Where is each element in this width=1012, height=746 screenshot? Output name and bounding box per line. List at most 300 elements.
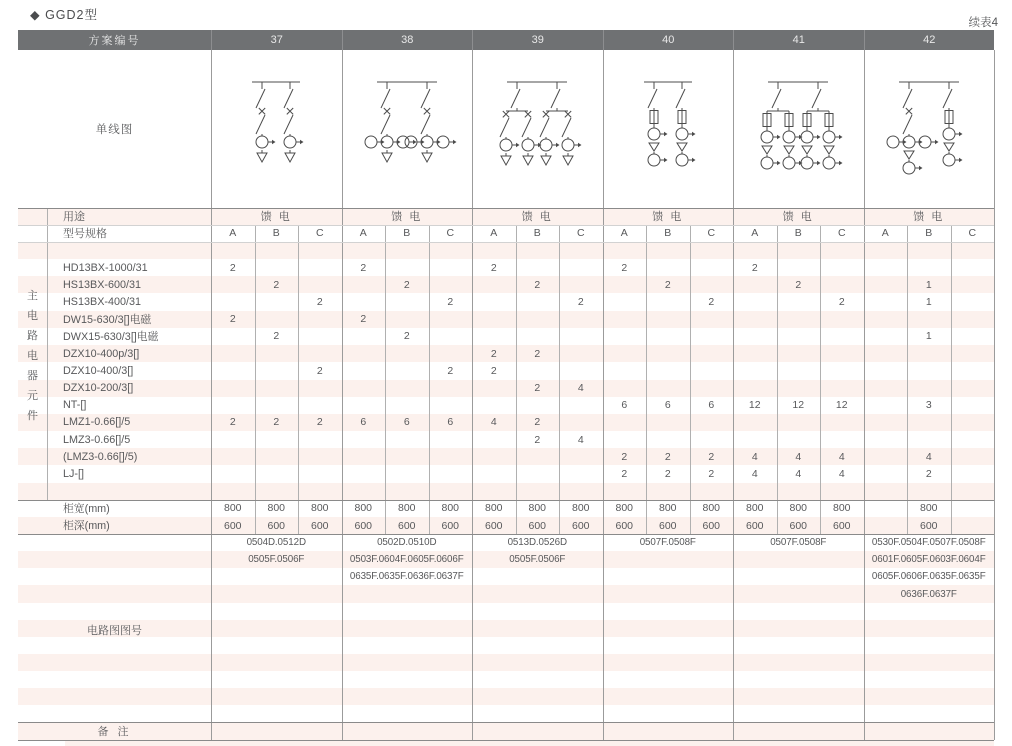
component-row <box>18 294 994 311</box>
value-cell: 2 <box>664 468 671 481</box>
value-cell <box>385 380 429 397</box>
value-cell <box>864 431 908 448</box>
value-cell <box>255 362 299 379</box>
value-cell: 6 <box>708 399 715 412</box>
value-cell <box>429 328 473 345</box>
circuit-code-cell <box>733 585 864 602</box>
value-cell <box>472 276 516 293</box>
circuit-code-cell <box>472 620 603 637</box>
circuit-label-spacer <box>18 585 211 602</box>
dimension-value-cell <box>951 517 995 534</box>
value-cell <box>777 294 821 311</box>
value-cell <box>211 380 255 397</box>
circuit-code-cell: 0502D.0510D <box>377 537 437 549</box>
component-row <box>18 259 994 276</box>
circuit-code-cell <box>211 568 342 585</box>
circuit-code-cell <box>733 671 864 688</box>
value-cell <box>907 431 951 448</box>
dimension-value-cell <box>951 500 995 517</box>
dimension-value-cell: 800 <box>441 502 460 515</box>
scheme-number-cell: 38 <box>342 30 473 50</box>
value-cell <box>342 397 386 414</box>
value-cell <box>907 259 951 276</box>
circuit-code-cell <box>603 551 734 568</box>
remarks-value-cell <box>864 722 995 740</box>
phase-header-cell: B <box>664 227 672 240</box>
circuit-code-cell <box>733 551 864 568</box>
value-cell <box>733 362 777 379</box>
circuit-code-cell <box>603 671 734 688</box>
circuit-code-row <box>18 603 994 620</box>
value-cell <box>516 362 560 379</box>
value-cell <box>907 311 951 328</box>
value-cell <box>907 345 951 362</box>
scheme-table <box>18 30 994 746</box>
value-cell <box>951 328 995 345</box>
value-cell <box>429 259 473 276</box>
circuit-code-cell <box>342 637 473 654</box>
value-cell: 2 <box>229 261 236 274</box>
dimension-row <box>18 517 994 534</box>
value-cell <box>255 431 299 448</box>
phase-header-cell: A <box>751 227 759 240</box>
value-cell <box>255 397 299 414</box>
value-cell <box>472 380 516 397</box>
phase-header-cell: A <box>359 227 367 240</box>
dimension-value-cell: 800 <box>615 502 634 515</box>
value-cell <box>342 345 386 362</box>
value-cell <box>690 414 734 431</box>
value-cell: 6 <box>447 416 454 429</box>
value-cell <box>951 259 995 276</box>
value-cell <box>820 276 864 293</box>
value-cell <box>690 328 734 345</box>
value-cell <box>646 431 690 448</box>
circuit-code-row <box>18 671 994 688</box>
value-cell <box>646 345 690 362</box>
component-name-cell: NT-[] <box>63 399 87 412</box>
value-cell <box>559 448 603 465</box>
value-cell <box>559 311 603 328</box>
circuit-code-cell <box>733 603 864 620</box>
circuit-code-cell <box>472 585 603 602</box>
value-cell <box>255 311 299 328</box>
value-cell <box>603 431 647 448</box>
single-line-diagram-39 <box>472 54 602 204</box>
circuit-code-cell: 0601F.0605F.0603F.0604F <box>871 554 986 566</box>
usage-row <box>18 208 994 225</box>
scheme-number-cell: 41 <box>733 30 864 50</box>
value-cell <box>603 380 647 397</box>
circuit-code-cell <box>342 688 473 705</box>
dimension-value-cell: 800 <box>310 502 329 515</box>
value-cell <box>516 397 560 414</box>
value-cell <box>951 294 995 311</box>
phase-header-cell: A <box>620 227 628 240</box>
value-cell <box>820 414 864 431</box>
value-cell <box>211 328 255 345</box>
dimension-value-cell: 600 <box>658 519 677 532</box>
value-cell <box>733 345 777 362</box>
diagram-cell <box>864 50 995 208</box>
value-cell <box>603 414 647 431</box>
circuit-label-spacer <box>18 603 211 620</box>
component-row <box>18 328 994 345</box>
value-cell <box>385 362 429 379</box>
remarks-value-cell <box>211 722 342 740</box>
value-cell: 2 <box>534 278 541 291</box>
component-name-cell: LMZ1-0.66[]/5 <box>63 416 131 429</box>
remarks-row <box>18 722 994 740</box>
value-cell <box>951 311 995 328</box>
value-cell: 2 <box>273 278 280 291</box>
value-cell <box>385 466 429 483</box>
value-cell: 2 <box>751 261 758 274</box>
circuit-label-spacer <box>18 534 211 551</box>
value-cell <box>298 448 342 465</box>
value-cell: 6 <box>664 399 671 412</box>
usage-value-cell: 馈 电 <box>652 211 684 224</box>
value-cell <box>603 345 647 362</box>
value-cell: 12 <box>835 399 848 412</box>
circuit-code-cell <box>864 620 995 637</box>
value-cell <box>864 380 908 397</box>
phase-header-cell: A <box>490 227 498 240</box>
circuit-code-cell <box>342 603 473 620</box>
value-cell <box>690 345 734 362</box>
value-cell <box>516 328 560 345</box>
value-cell <box>429 466 473 483</box>
dimension-value-cell: 800 <box>397 502 416 515</box>
value-cell <box>298 259 342 276</box>
value-cell <box>690 380 734 397</box>
value-cell <box>298 380 342 397</box>
circuit-code-cell <box>342 671 473 688</box>
dimension-value-cell: 800 <box>789 502 808 515</box>
circuit-code-cell <box>603 603 734 620</box>
component-row <box>18 380 994 397</box>
value-cell <box>429 448 473 465</box>
value-cell <box>472 311 516 328</box>
dimension-value-cell <box>864 517 908 534</box>
value-cell <box>864 328 908 345</box>
circuit-code-row <box>18 688 994 705</box>
circuit-code-row <box>18 568 994 585</box>
phase-header-cell: A <box>229 227 237 240</box>
value-cell: 2 <box>534 382 541 395</box>
value-cell <box>429 345 473 362</box>
component-row <box>18 431 994 448</box>
value-cell <box>516 311 560 328</box>
usage-value-cell: 馈 电 <box>391 211 423 224</box>
value-cell: 2 <box>316 364 323 377</box>
scheme-number-cell: 42 <box>864 30 995 50</box>
value-cell: 4 <box>838 468 845 481</box>
value-cell <box>211 362 255 379</box>
usage-value-cell: 馈 电 <box>521 211 553 224</box>
value-cell <box>690 276 734 293</box>
remarks-value-cell <box>733 722 864 740</box>
phase-header-cell: B <box>272 227 280 240</box>
value-cell <box>951 362 995 379</box>
value-cell <box>777 328 821 345</box>
circuit-code-cell <box>342 654 473 671</box>
value-cell <box>690 259 734 276</box>
value-cell <box>255 294 299 311</box>
dimension-label-cell: 柜深(mm) <box>63 520 110 533</box>
remarks-value-cell <box>472 722 603 740</box>
circuit-code-row <box>18 585 994 602</box>
value-cell <box>820 380 864 397</box>
value-cell <box>559 328 603 345</box>
circuit-code-row <box>18 534 994 551</box>
dimension-value-cell: 800 <box>354 502 373 515</box>
component-name-cell: DW15-630/3[]电磁 <box>63 313 152 326</box>
circuit-label-spacer <box>18 568 211 585</box>
value-cell <box>864 414 908 431</box>
value-cell: 2 <box>490 347 497 360</box>
value-cell: 6 <box>360 416 367 429</box>
value-cell <box>255 466 299 483</box>
value-cell <box>864 345 908 362</box>
circuit-code-cell <box>211 654 342 671</box>
dimension-value-cell: 600 <box>615 519 634 532</box>
circuit-code-cell <box>603 637 734 654</box>
value-cell <box>559 362 603 379</box>
value-cell <box>646 311 690 328</box>
circuit-code-cell <box>342 620 473 637</box>
component-name-cell: DZX10-400p/3[] <box>63 347 140 360</box>
value-cell <box>472 328 516 345</box>
value-cell <box>603 294 647 311</box>
value-cell <box>733 431 777 448</box>
scheme-number-cell: 40 <box>603 30 734 50</box>
circuit-label-spacer <box>18 705 211 722</box>
circuit-code-cell <box>603 705 734 722</box>
value-cell: 2 <box>621 468 628 481</box>
value-cell <box>559 397 603 414</box>
component-name-cell: HS13BX-400/31 <box>63 296 142 309</box>
phase-header-cell: B <box>925 227 933 240</box>
value-cell: 2 <box>360 261 367 274</box>
value-cell <box>864 466 908 483</box>
dimension-value-cell: 600 <box>528 519 547 532</box>
circuit-code-cell <box>472 603 603 620</box>
value-cell <box>951 431 995 448</box>
value-cell: 4 <box>577 382 584 395</box>
value-cell: 4 <box>490 416 497 429</box>
phase-header-cell: B <box>794 227 802 240</box>
circuit-code-cell: 0530F.0504F.0507F.0508F <box>871 537 986 549</box>
grid-vline <box>994 50 995 740</box>
phase-header-cell: B <box>403 227 411 240</box>
value-cell <box>646 294 690 311</box>
dimension-value-cell: 600 <box>571 519 590 532</box>
value-cell: 4 <box>751 468 758 481</box>
value-cell <box>777 380 821 397</box>
value-cell <box>646 328 690 345</box>
circuit-code-cell <box>733 620 864 637</box>
value-cell <box>603 362 647 379</box>
value-cell: 2 <box>708 468 715 481</box>
component-row <box>18 448 994 465</box>
main-circuit-vertical-label: 主 电 路 电 器 元 件 <box>27 290 38 422</box>
circuit-code-cell: 0513D.0526D <box>507 537 567 549</box>
scheme-number-header: 方案编号 <box>88 35 141 47</box>
value-cell: 4 <box>751 450 758 463</box>
value-cell <box>559 414 603 431</box>
empty-row <box>18 242 994 259</box>
circuit-code-cell <box>211 620 342 637</box>
circuit-code-cell <box>472 654 603 671</box>
diagram-cell <box>472 50 603 208</box>
value-cell <box>429 397 473 414</box>
value-cell <box>733 294 777 311</box>
value-cell <box>559 466 603 483</box>
value-cell <box>603 276 647 293</box>
value-cell <box>342 466 386 483</box>
circuit-code-cell <box>733 568 864 585</box>
value-cell <box>864 448 908 465</box>
circuit-code-cell <box>733 637 864 654</box>
circuit-code-cell: 0635F.0635F.0636F.0637F <box>349 571 464 583</box>
value-cell <box>516 466 560 483</box>
circuit-code-cell <box>472 568 603 585</box>
value-cell <box>298 311 342 328</box>
value-cell <box>211 294 255 311</box>
circuit-code-cell: 0505F.0506F <box>248 554 305 566</box>
value-cell: 2 <box>490 261 497 274</box>
value-cell: 2 <box>708 450 715 463</box>
value-cell <box>342 448 386 465</box>
value-cell: 2 <box>316 416 323 429</box>
value-cell <box>733 276 777 293</box>
value-cell <box>864 294 908 311</box>
dimension-value-cell: 800 <box>223 502 242 515</box>
dimension-value-cell: 600 <box>919 519 938 532</box>
value-cell <box>342 328 386 345</box>
component-row <box>18 397 994 414</box>
value-cell: 2 <box>664 450 671 463</box>
value-cell <box>385 448 429 465</box>
value-cell <box>472 431 516 448</box>
circuit-code-cell <box>603 620 734 637</box>
circuit-code-cell <box>211 671 342 688</box>
value-cell <box>603 311 647 328</box>
value-cell: 2 <box>447 364 454 377</box>
value-cell <box>777 311 821 328</box>
value-cell: 12 <box>748 399 761 412</box>
circuit-code-row <box>18 637 994 654</box>
dimension-value-cell: 800 <box>832 502 851 515</box>
value-cell <box>211 448 255 465</box>
value-cell <box>690 311 734 328</box>
value-cell: 2 <box>534 433 541 446</box>
phase-header-cell: C <box>576 227 585 240</box>
dimension-value-cell: 800 <box>919 502 938 515</box>
value-cell <box>733 328 777 345</box>
value-cell <box>429 431 473 448</box>
value-cell: 4 <box>577 433 584 446</box>
value-cell: 6 <box>403 416 410 429</box>
circuit-code-cell <box>864 705 995 722</box>
value-cell <box>864 311 908 328</box>
value-cell <box>255 448 299 465</box>
value-cell <box>690 362 734 379</box>
component-name-cell: LJ-[] <box>63 468 84 481</box>
dimension-value-cell: 800 <box>571 502 590 515</box>
value-cell <box>777 431 821 448</box>
phase-header-cell: C <box>837 227 846 240</box>
value-cell <box>820 362 864 379</box>
value-cell <box>298 345 342 362</box>
value-cell <box>951 397 995 414</box>
component-row <box>18 414 994 431</box>
value-cell <box>342 294 386 311</box>
value-cell <box>864 276 908 293</box>
circuit-code-row <box>18 705 994 722</box>
value-cell <box>864 362 908 379</box>
value-cell <box>516 448 560 465</box>
value-cell: 2 <box>925 468 932 481</box>
value-cell: 3 <box>925 399 932 412</box>
component-name-cell: LMZ3-0.66[]/5 <box>63 433 131 446</box>
value-cell <box>385 259 429 276</box>
value-cell <box>211 431 255 448</box>
value-cell: 1 <box>925 330 932 343</box>
circuit-code-cell: 0504D.0512D <box>246 537 306 549</box>
value-cell <box>211 276 255 293</box>
value-cell: 2 <box>490 364 497 377</box>
value-cell <box>907 380 951 397</box>
value-cell <box>255 259 299 276</box>
spec-row <box>18 225 994 242</box>
circuit-label-spacer <box>18 637 211 654</box>
diagram-cell <box>733 50 864 208</box>
component-name-cell: (LMZ3-0.66[]/5) <box>63 450 138 463</box>
dimension-value-cell: 600 <box>397 519 416 532</box>
component-row <box>18 311 994 328</box>
value-cell <box>646 259 690 276</box>
circuit-code-cell <box>211 603 342 620</box>
empty-row <box>18 483 994 500</box>
value-cell: 2 <box>273 330 280 343</box>
dimension-value-cell: 800 <box>745 502 764 515</box>
value-cell <box>951 466 995 483</box>
value-cell <box>255 345 299 362</box>
value-cell <box>472 448 516 465</box>
component-name-cell: HD13BX-1000/31 <box>63 261 148 274</box>
phase-header-cell: A <box>881 227 889 240</box>
circuit-code-cell: 0605F.0606F.0635F.0635F <box>871 571 986 583</box>
value-cell <box>951 448 995 465</box>
value-cell <box>864 397 908 414</box>
bottom-strip <box>65 741 994 746</box>
circuit-code-cell <box>211 705 342 722</box>
circuit-code-cell <box>211 637 342 654</box>
component-name-cell: DWX15-630/3[]电磁 <box>63 330 159 343</box>
value-cell <box>342 380 386 397</box>
value-cell <box>211 466 255 483</box>
circuit-label-spacer <box>18 688 211 705</box>
remarks-label: 备 注 <box>97 726 132 738</box>
circuit-code-cell <box>603 568 734 585</box>
single-line-diagram-37 <box>211 54 341 204</box>
component-row <box>18 362 994 379</box>
usage-value-cell: 馈 电 <box>782 211 814 224</box>
dimension-value-cell <box>864 500 908 517</box>
value-cell <box>255 380 299 397</box>
